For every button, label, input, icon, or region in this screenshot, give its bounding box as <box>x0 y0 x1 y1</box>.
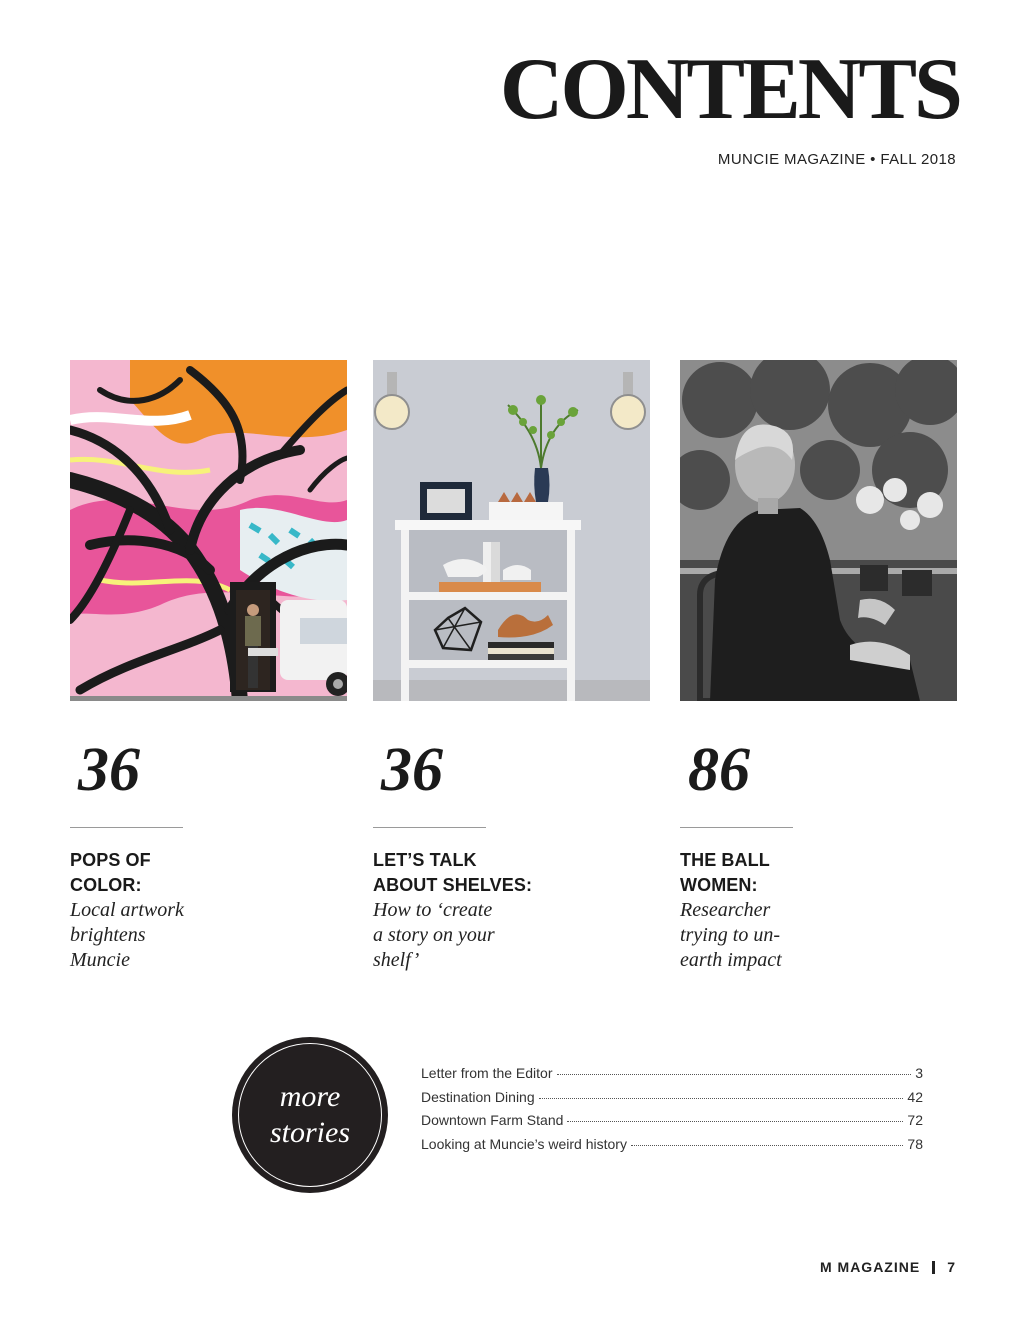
toc-item[interactable] <box>421 1065 923 1089</box>
page-folio <box>820 1259 956 1275</box>
feature-card-shelves[interactable] <box>373 360 650 973</box>
issue-subtitle: MUNCIE MAGAZINE • FALL 2018 <box>717 151 956 168</box>
toc-item[interactable] <box>421 1136 923 1160</box>
folio-separator <box>932 1261 935 1274</box>
toc-item-page: 3 <box>915 1065 923 1081</box>
magazine-name: M MAGAZINE <box>819 1259 921 1275</box>
toc-item-label: Downtown Farm Stand <box>421 1112 564 1128</box>
more-stories-badge <box>232 1037 388 1193</box>
feature-dek: How to ‘create a story on your shelf’ <box>373 899 495 971</box>
dot-leader <box>539 1098 904 1099</box>
feature-page-number: 86 <box>688 736 750 804</box>
toc-item-label: Looking at Muncie’s weird history <box>421 1135 627 1152</box>
feature-headline: LET’S TALK ABOUT SHELVES: <box>373 850 533 895</box>
toc-item-page: 72 <box>907 1112 923 1128</box>
folio-page-number: 7 <box>947 1259 956 1275</box>
feature-page-number: 36 <box>381 736 443 804</box>
toc-item-label: Letter from the Editor <box>421 1065 553 1081</box>
more-stories-list <box>421 1065 923 1159</box>
divider <box>680 827 793 828</box>
page-title: CONTENTS <box>499 41 960 138</box>
mural-photo[interactable] <box>70 360 347 701</box>
dot-leader <box>631 1145 903 1146</box>
dot-leader <box>557 1074 912 1075</box>
toc-item-page: 78 <box>907 1135 923 1152</box>
portrait-photo[interactable] <box>680 360 957 701</box>
divider <box>373 827 486 828</box>
toc-item-page: 42 <box>907 1088 923 1105</box>
feature-headline: POPS OF COLOR: <box>70 850 151 895</box>
divider <box>70 827 183 828</box>
dot-leader <box>567 1121 903 1122</box>
badge-text: more stories <box>269 1080 350 1149</box>
feature-dek: Local artwork brightens Muncie <box>70 899 184 971</box>
shelf-photo[interactable] <box>373 360 650 701</box>
toc-item[interactable] <box>421 1089 923 1113</box>
feature-card-pops-of-color[interactable] <box>70 360 347 973</box>
feature-headline: THE BALL WOMEN: <box>680 850 770 895</box>
feature-page-number: 36 <box>78 736 140 804</box>
feature-card-ball-women[interactable] <box>680 360 957 973</box>
toc-item-label: Destination Dining <box>421 1088 535 1105</box>
toc-item[interactable] <box>421 1112 923 1136</box>
feature-dek: Researcher trying to un- earth impact <box>680 899 782 971</box>
